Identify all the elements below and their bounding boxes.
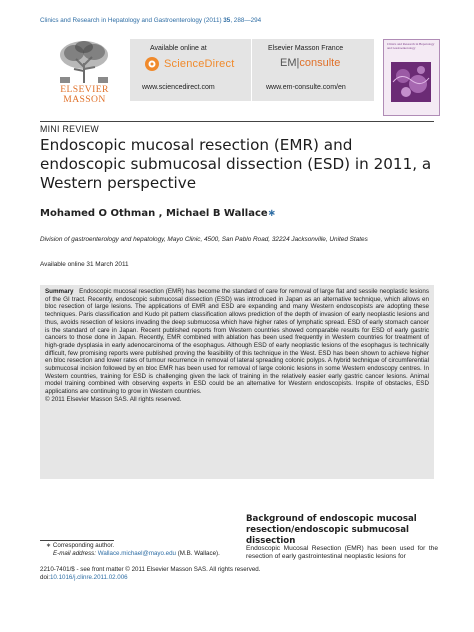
article-type: MINI REVIEW	[40, 124, 100, 134]
abstract-body: Endoscopic mucosal resection (EMR) has become the standard of care for removal of large flat and sessile neoplastic lesions of the GI tract. Recently, endoscopic submucosal dissection (ESD) was introduced in Japan as an alternative technique, which allows en bloc resection of large lesions. The applications of EMR and ESD are expanding and many Western endoscopists are adopting these techniques. Paris classification and Kudo pit pattern classification allows prediction of the depth of invasion of early neoplastic lesions and thus, avoids resection of lesions invading the deep submucosa which have higher rates of lymphatic spread. ESD of early stomach cancer is the standard of care in Japan. Recent published reports from Western countries showed comparable results for ESD of early gastric cancers to those done in Japan. Recently, EMR combined with ablation has been used frequently in Western countries for treatment of high-grade dysplasia in early adenocarcinoma of the esophagus. Although ESD of early neoplastic lesions of the esophagus is technically difficult, few promising reports were published proving the feasibility of this technique in the West. ESD has been shown to achieve higher en bloc resection and lower rates of tumour recurrence in removal of lateral spreading colonic polyps. A hybrid technique of circumferential submucosal incision followed by en bloc EMR has been used for removal of large colonic lesions in some Western endoscopy centres. In Western countries, training for ESD is challenging given the lack of training in the relatively easier early gastric cancer lesions. Animal model training combined with observing experts in ESD could be an alternative for Western endoscopists. Inspite of obstacles, ESD applications are continuing to grow in Western countries.	[45, 288, 429, 396]
header-rule	[40, 121, 434, 122]
journal-cover-image	[383, 39, 440, 116]
available-online-label: Available online at	[150, 45, 207, 52]
publisher-name: Elsevier Masson France	[268, 45, 344, 52]
available-online-date: Available online 31 March 2011	[40, 261, 129, 268]
issn-line: 2210-7401/$ - see front matter © 2011 Elsevier Masson SAS. All rights reserved.	[40, 566, 261, 573]
section-heading: Background of endoscopic mucosal resection/endoscopic submucosal dissection	[246, 514, 417, 546]
section-body: Endoscopic Mucosal Resection (EMR) has been used for the resection of early gastrointestinal neoplastic lesions for	[246, 545, 438, 561]
emconsulte-suffix: consulte	[299, 57, 341, 69]
footnote-marker: ∗	[46, 542, 52, 549]
emconsulte-banner[interactable]	[252, 39, 374, 101]
footnote-email-line	[46, 550, 246, 558]
doi-link[interactable]: 10.1016/j.clinre.2011.02.006	[49, 574, 128, 582]
emconsulte-prefix: EM|	[280, 57, 300, 69]
emconsulte-url[interactable]: www.em-consulte.com/en	[266, 84, 346, 91]
elsevier-tree-icon	[54, 39, 114, 85]
article-authors	[40, 208, 276, 219]
cover-title: Clinics and Research in Hepatology and Gastroenterology	[387, 42, 435, 50]
footnote	[46, 542, 246, 559]
footnote-rule	[40, 540, 114, 541]
journal-volume: 35	[223, 17, 231, 24]
footnote-label: Corresponding author.	[52, 542, 115, 549]
doi-label: doi:	[40, 574, 50, 582]
corresponding-author-marker[interactable]: ∗	[267, 208, 277, 219]
author-names: Mohamed O Othman , Michael B Wallace	[40, 208, 268, 219]
sciencedirect-icon	[144, 56, 160, 72]
abstract-copyright: © 2011 Elsevier Masson SAS. All rights reserved.	[45, 395, 182, 403]
elsevier-logo	[40, 39, 129, 114]
abstract-label: Summary	[45, 288, 74, 295]
footnote-email-label: E-mail address:	[53, 550, 96, 558]
sciencedirect-logo-group	[144, 56, 234, 72]
sciencedirect-url[interactable]: www.sciencedirect.com	[142, 84, 215, 91]
emconsulte-logo	[280, 57, 340, 69]
sciencedirect-logo: ScienceDirect	[164, 58, 235, 70]
footnote-email-link[interactable]: Wallace.michael@mayo.edu	[97, 550, 176, 558]
footnote-corresponding	[46, 542, 246, 550]
elsevier-logo-line1: ELSEVIER	[60, 84, 109, 95]
article-title: Endoscopic mucosal resection (EMR) and endoscopic submucosal dissection (ESD) in 2011, a Western perspective	[40, 136, 432, 192]
cover-micrograph-icon	[391, 62, 431, 102]
elsevier-logo-line2: MASSON	[63, 94, 106, 105]
abstract-text	[45, 288, 429, 404]
journal-pages: , 288—294	[230, 17, 262, 24]
doi-line	[40, 574, 280, 582]
author-affiliation: Division of gastroenterology and hepatology, Mayo Clinic, 4500, San Pablo Road, 32224 Jacksonville, United States	[40, 236, 368, 243]
journal-citation	[40, 17, 261, 24]
footnote-email-suffix: (M.B. Wallace).	[177, 550, 220, 558]
journal-name: Clinics and Research in Hepatology and Gastroenterology (2011)	[40, 17, 222, 24]
sciencedirect-banner[interactable]	[130, 39, 251, 101]
bottom-meta	[40, 566, 280, 582]
